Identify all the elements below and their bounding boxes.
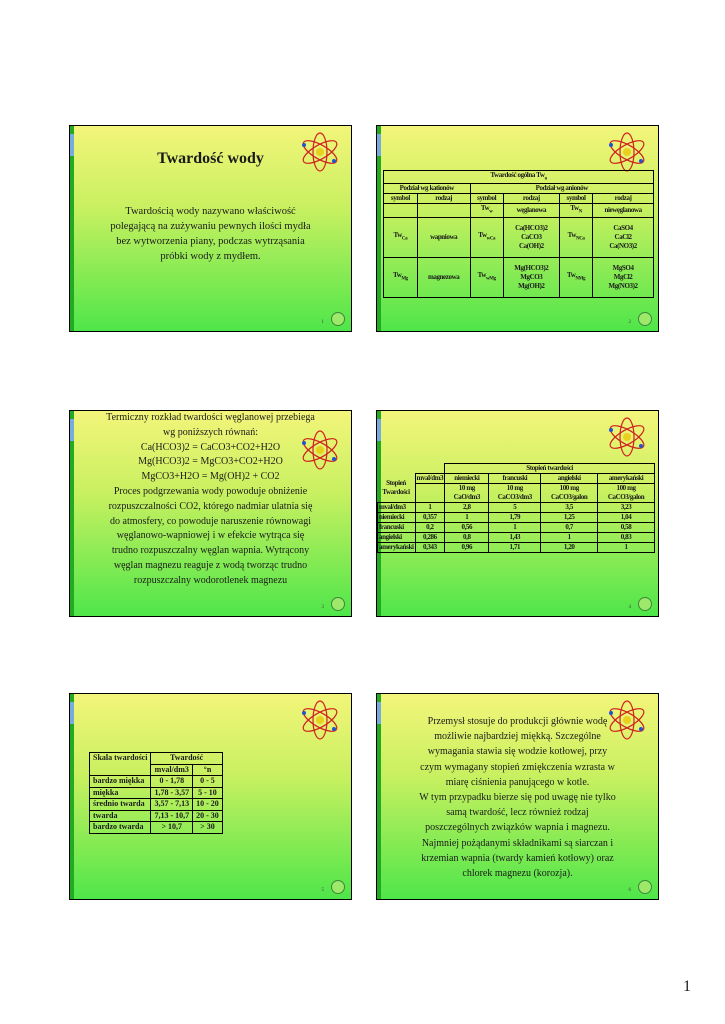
text-line: Termiczny rozkład twardości węglanowej przebiega (106, 412, 315, 423)
table-cell: 5 - 10 (193, 787, 223, 799)
table-cell: magnezowa (417, 257, 470, 297)
table-cell: 1 (598, 543, 655, 553)
text-line: Przemysł stosuje do produkcji głównie wodę (427, 716, 608, 727)
slide-text (100, 204, 321, 264)
text-line: trudno rozpuszczalny węglan wapnia. Wytrącony (111, 545, 310, 557)
text-line: bez wytworzenia piany, podczas wytrząsania (116, 236, 305, 247)
slide-number: 1 (321, 320, 324, 325)
table-cell: 0 - 1,78 (151, 776, 193, 788)
table-cell: 0,286 (415, 533, 445, 543)
unit-cell: 10 mg CaO/dm3 (445, 484, 489, 503)
unit-cell: mval/dm3 (151, 764, 193, 776)
table-cell: $Tw_{NMg}$ (559, 257, 592, 297)
text-line: chlorek magnezu (korozja). (462, 868, 573, 880)
row-label: niemiecki (378, 513, 416, 523)
text-line: czym wymagany stopień zmiękczenia wzrasta w (420, 761, 615, 773)
column-header: rodzaj (417, 194, 470, 204)
column-header: rodzaj (503, 194, 559, 204)
table-cell: 5 (489, 503, 541, 513)
text-line: węglanowo-wapniowej i w efekcie wytrąca się (116, 530, 305, 542)
column-header: symbol (559, 194, 592, 204)
table-row (378, 503, 655, 513)
subheader-cell: niewęglanowa (593, 204, 654, 217)
atom-icon (606, 131, 648, 173)
group-header: Podział wg anionów (470, 184, 653, 194)
equation-line: Ca(HCO3)2 = CaCO3+CO2+H2O (140, 441, 281, 453)
formula: Ca(OH)2 (518, 241, 544, 250)
table-cell: 1 (415, 503, 445, 513)
text-line: węglan magnezu reaguje z wodą tworząc trudno (113, 559, 308, 571)
table-row (378, 523, 655, 533)
table-title: Twardość ogólna $Tw_o$ (384, 171, 654, 184)
unit-cell: 100 mg CaCO3/galon (598, 484, 655, 503)
table-row (90, 810, 223, 822)
column-header: Skala twardości (90, 753, 151, 776)
text-line: możliwie najbardziej miękką. Szczególne (434, 731, 601, 743)
formula: CaSO4 (613, 223, 633, 232)
formula: Mg(HCO3)2 (514, 263, 549, 272)
column-header: niemiecki (445, 474, 489, 484)
formula: CaCO3 (521, 232, 542, 241)
corner-circle-icon (638, 880, 652, 894)
table-cell: 0,83 (598, 533, 655, 543)
table-cell: 2,8 (445, 503, 489, 513)
table-cell: 20 - 30 (193, 810, 223, 822)
corner-circle-icon (638, 597, 652, 611)
formula: Ca(NO3)2 (609, 241, 637, 250)
group-header: Podział wg kationów (384, 184, 471, 194)
text-line: krzemian wapnia (twardy kamień kotłowy) oraz (421, 852, 614, 864)
text-line: rozpuszczalny wodorotlenek magnezu (133, 574, 288, 586)
slide-6 (376, 693, 659, 900)
table-cell: 1,20 (541, 543, 598, 553)
table-cell: 1,79 (489, 513, 541, 523)
row-label: francuski (378, 523, 416, 533)
text-line: Twardością wody nazywano właściwość (125, 206, 296, 217)
slide-number: 4 (628, 605, 631, 610)
unit-cell (415, 484, 445, 503)
formula: MgSO4 (612, 263, 634, 272)
column-header: symbol (384, 194, 418, 204)
column-header: Twardość (151, 753, 222, 765)
table-row (378, 543, 655, 553)
table-cell (593, 217, 654, 257)
subheader-cell: $Tw_w$ (470, 204, 503, 217)
row-label: mval/dm3 (378, 503, 416, 513)
table-cell (593, 257, 654, 297)
table-row (90, 822, 223, 834)
table-cell: 1 (445, 513, 489, 523)
table-cell: $Tw_{Mg}$ (384, 257, 418, 297)
formula: MgCl2 (613, 272, 633, 281)
hardness-scale-table (89, 752, 223, 834)
text-line: W tym przypadku bierze się pod uwagę nie tylko (419, 792, 616, 804)
row-label: średnio twarda (90, 799, 151, 811)
hardness-types-table (383, 170, 654, 298)
column-header: amerykański (598, 474, 655, 484)
formula: CaCl2 (614, 232, 632, 241)
unit-cell: °n (193, 764, 223, 776)
slide-3 (69, 410, 352, 617)
table-cell: $Tw_{NCa}$ (559, 217, 592, 257)
text-line: Proces podgrzewania wody powoduje obniżenie (113, 485, 308, 497)
column-header: angielski (541, 474, 598, 484)
column-header: rodzaj (593, 194, 654, 204)
table-cell: 0,357 (415, 513, 445, 523)
table-row (378, 533, 655, 543)
table-cell: 1,43 (489, 533, 541, 543)
slide-4 (376, 410, 659, 617)
table-row (378, 513, 655, 523)
table-cell: 0,8 (445, 533, 489, 543)
equation-line: Mg(HCO3)2 = MgCO3+CO2+H2O (138, 456, 283, 468)
text-line: poszczególnych związków wapnia i magnezu. (425, 822, 610, 834)
hardness-degrees-table (377, 463, 655, 553)
slide-5 (69, 693, 352, 900)
slide-number: 3 (321, 605, 324, 610)
text-line: do atmosfery, co powoduje naruszenie równowagi (110, 515, 311, 527)
table-cell: 1 (541, 533, 598, 543)
table-cell: 1 (489, 523, 541, 533)
table-cell (503, 217, 559, 257)
text-line: miarę ciśnienia panującego w kotle. (445, 776, 590, 788)
text-line: polegającą na zużywaniu pewnych ilości mydła (110, 221, 311, 232)
row-label: twarda (90, 810, 151, 822)
text-line: wymagania stawia się wodzie kotłowej, przy (427, 746, 608, 758)
formula: Mg(OH)2 (518, 281, 545, 290)
text-line: samą twardość, lecz również rodzaj (446, 807, 589, 819)
table-cell: 10 - 20 (193, 799, 223, 811)
table-row (90, 799, 223, 811)
table-cell: 7,13 - 10,7 (151, 810, 193, 822)
text-line: wg poniższych równań: (163, 426, 258, 438)
subheader-cell: węglanowa (503, 204, 559, 217)
slide-number: 5 (321, 888, 324, 893)
table-cell: 3,23 (598, 503, 655, 513)
slide-number: 2 (628, 320, 631, 325)
text-line: Najmniej pożądanymi składnikami są siarczan i (421, 837, 614, 849)
unit-cell: 10 mg CaCO3/dm3 (489, 484, 541, 503)
table-cell: 1,25 (541, 513, 598, 523)
table-row (90, 787, 223, 799)
atom-icon (606, 416, 648, 458)
slide-number: 6 (628, 888, 631, 893)
formula: Mg(NO3)2 (608, 281, 638, 290)
table-cell: 1,78 - 3,57 (151, 787, 193, 799)
slide-side-bar (70, 694, 74, 899)
slide-side-bar (377, 694, 381, 899)
table-cell: 1,04 (598, 513, 655, 523)
table-cell: 1,71 (489, 543, 541, 553)
equation-line: MgCO3+H2O = Mg(OH)2 + CO2 (141, 471, 280, 483)
slide-title: Twardość wody (157, 150, 264, 167)
slide-text (70, 411, 351, 589)
table-cell: 0 - 5 (193, 776, 223, 788)
text-line: próbki wody z mydłem. (160, 251, 261, 262)
column-header: symbol (470, 194, 503, 204)
table-cell (503, 257, 559, 297)
table-cell: wapniowa (417, 217, 470, 257)
table-cell: 0,7 (541, 523, 598, 533)
table-cell: $Tw_{Ca}$ (384, 217, 418, 257)
corner-circle-icon (331, 597, 345, 611)
table-row (90, 776, 223, 788)
table-cell: $Tw_{wMg}$ (470, 257, 503, 297)
table-cell: 0,96 (445, 543, 489, 553)
table-cell: > 30 (193, 822, 223, 834)
table-cell: 0,56 (445, 523, 489, 533)
table-cell: 0,343 (415, 543, 445, 553)
subheader-cell: $Tw_N$ (559, 204, 592, 217)
row-label: angielski (378, 533, 416, 543)
slide-text (383, 714, 652, 881)
atom-icon (299, 699, 341, 741)
unit-cell: 100 mg CaCO3/galon (541, 484, 598, 503)
row-label: bardzo miękka (90, 776, 151, 788)
slide-side-bar (377, 126, 381, 331)
corner-circle-icon (331, 880, 345, 894)
formula: MgCO3 (520, 272, 543, 281)
table-cell: 3,57 - 7,13 (151, 799, 193, 811)
row-header: Stopień Twardości (382, 478, 410, 496)
slide-1 (69, 125, 352, 332)
page-number: 1 (683, 978, 691, 995)
column-header: mval/dm3 (416, 474, 444, 482)
corner-circle-icon (638, 312, 652, 326)
table-cell: 0,2 (415, 523, 445, 533)
table-cell: $Tw_{wCa}$ (470, 217, 503, 257)
group-header: Stopień twardości (445, 464, 655, 474)
row-label: bardzo twarda (90, 822, 151, 834)
row-label: amerykański (379, 543, 414, 551)
table-cell: 0,58 (598, 523, 655, 533)
table-cell: 3,5 (541, 503, 598, 513)
column-header: francuski (489, 474, 541, 484)
slide-2 (376, 125, 659, 332)
row-label: miękka (90, 787, 151, 799)
table-cell: > 10,7 (151, 822, 193, 834)
corner-circle-icon (331, 312, 345, 326)
formula: Ca(HCO3)2 (515, 223, 548, 232)
text-line: rozpuszczalności CO2, którego nadmiar ulatnia się (108, 500, 313, 512)
